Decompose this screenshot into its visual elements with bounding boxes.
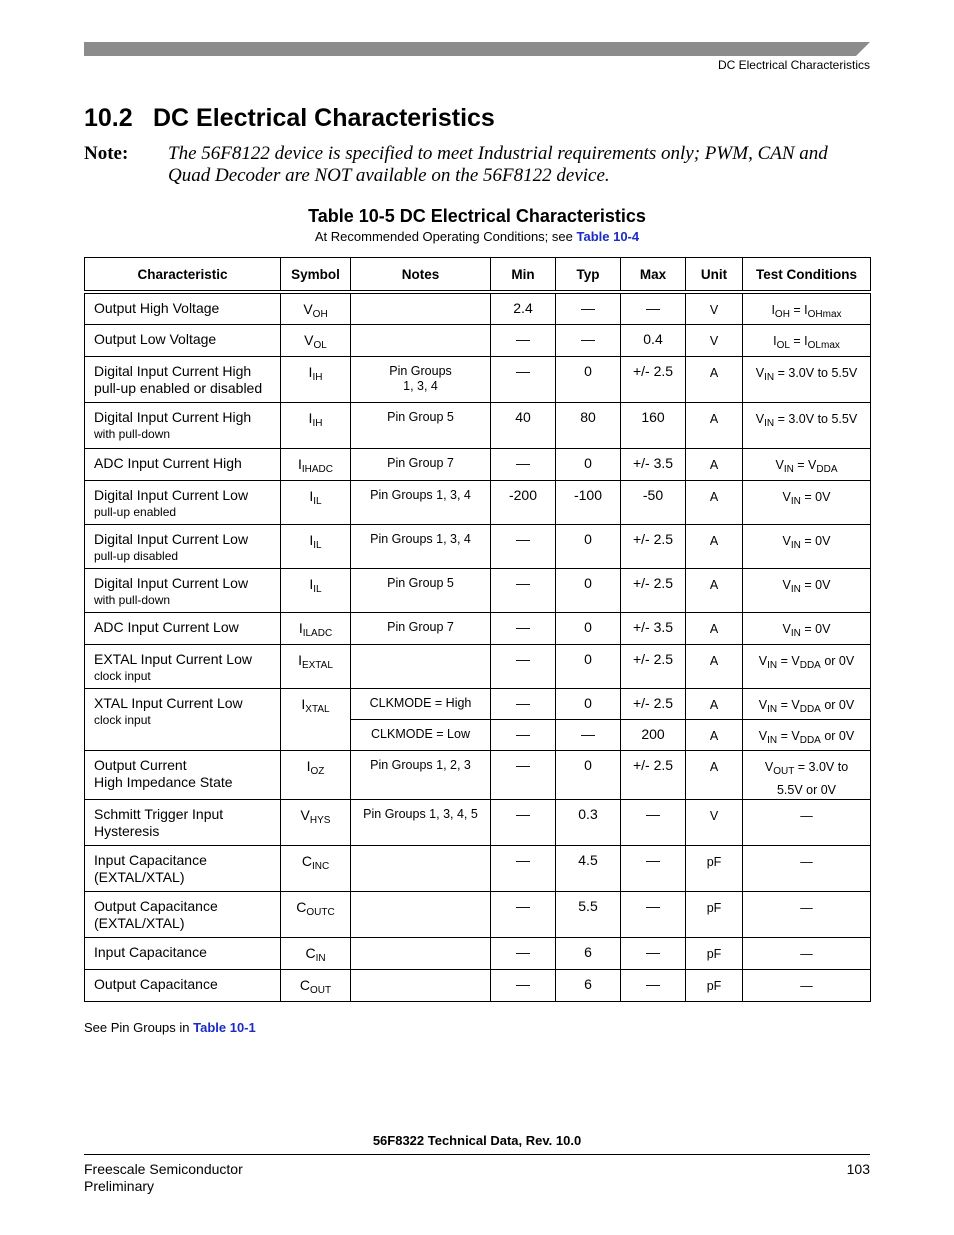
unit-cell: A xyxy=(686,613,743,645)
test-conditions-cell: $V_{IN} = 3.0V$ to 5.5V xyxy=(743,357,871,403)
column-header: Notes xyxy=(351,258,491,293)
typ-cell: 0 xyxy=(556,645,621,689)
test-conditions-cell: $I_{OL} = I_{OLmax}$ xyxy=(743,325,871,357)
unit-cell: A xyxy=(686,525,743,569)
symbol-cell: $C_{OUTC}$ xyxy=(281,892,351,938)
company-name: Freescale Semiconductor xyxy=(84,1161,243,1177)
table-row xyxy=(85,689,871,720)
notes-cell xyxy=(351,938,491,970)
typ-cell: 4.5 xyxy=(556,846,621,892)
symbol-cell: $I_{IL}$ xyxy=(281,569,351,613)
table-row xyxy=(85,613,871,645)
typ-cell: 0 xyxy=(556,689,621,720)
dc-characteristics-table xyxy=(84,257,871,1002)
characteristic-cell: Digital Input Current Low with pull-down xyxy=(85,569,281,613)
unit-cell: A xyxy=(686,569,743,613)
unit-cell: pF xyxy=(686,892,743,938)
table-row xyxy=(85,449,871,481)
table-subtitle-text: At Recommended Operating Conditions; see xyxy=(314,229,577,244)
table-row xyxy=(85,892,871,938)
min-cell: — xyxy=(491,613,556,645)
notes-cell: Pin Groups 1, 3, 4, 5 xyxy=(351,800,491,846)
footnote-text: See Pin Groups in xyxy=(84,1020,194,1035)
min-cell: — xyxy=(491,846,556,892)
unit-cell: V xyxy=(686,800,743,846)
column-header: Max xyxy=(621,258,686,293)
min-cell: — xyxy=(491,357,556,403)
test-conditions-cell: $V_{IN} = 3.0V$ to 5.5V xyxy=(743,403,871,449)
max-cell: 160 xyxy=(621,403,686,449)
test-conditions-cell: $V_{IN} = V_{DDA}$ xyxy=(743,449,871,481)
test-conditions-cell: — xyxy=(743,938,871,970)
notes-cell: Pin Group 5 xyxy=(351,569,491,613)
section-title: DC Electrical Characteristics xyxy=(153,104,495,132)
table-row xyxy=(85,970,871,1002)
typ-cell: 5.5 xyxy=(556,892,621,938)
max-cell: — xyxy=(621,800,686,846)
table-body xyxy=(85,292,871,1002)
table-header-row xyxy=(85,258,871,293)
min-cell: — xyxy=(491,525,556,569)
min-cell: — xyxy=(491,938,556,970)
min-cell: — xyxy=(491,689,556,720)
min-cell: 40 xyxy=(491,403,556,449)
max-cell: — xyxy=(621,292,686,325)
max-cell: +/- 2.5 xyxy=(621,525,686,569)
document-title: 56F8322 Technical Data, Rev. 10.0 xyxy=(372,1133,582,1148)
section-heading xyxy=(84,104,495,133)
unit-cell: pF xyxy=(686,970,743,1002)
unit-cell: A xyxy=(686,357,743,403)
test-conditions-cell: — xyxy=(743,846,871,892)
table-10-4-link[interactable]: Table 10-4 xyxy=(576,229,640,244)
symbol-cell: $C_{OUT}$ xyxy=(281,970,351,1002)
unit-cell: A xyxy=(686,403,743,449)
max-cell: +/- 2.5 xyxy=(621,645,686,689)
notes-cell: CLKMODE = High xyxy=(351,689,491,720)
unit-cell: V xyxy=(686,325,743,357)
notes-cell: CLKMODE = Low xyxy=(351,720,491,751)
characteristic-cell: Digital Input Current Low pull-up enabled xyxy=(85,481,281,525)
typ-cell: -100 xyxy=(556,481,621,525)
min-cell: -200 xyxy=(491,481,556,525)
notes-cell: Pin Groups 1, 2, 3 xyxy=(351,751,491,800)
test-conditions-cell: $V_{IN} = V_{DDA}$ or 0V xyxy=(743,720,871,751)
note-text: The 56F8122 device is specified to meet Industrial requirements only; PWM, CAN and Quad Decoder are NOT available on the 56F8122 device. xyxy=(168,143,828,186)
symbol-cell: $I_{IH}$ xyxy=(281,357,351,403)
characteristic-cell: Digital Input Current Low pull-up disabled xyxy=(85,525,281,569)
symbol-cell: $I_{OZ}$ xyxy=(281,751,351,800)
max-cell: 200 xyxy=(621,720,686,751)
unit-cell: pF xyxy=(686,846,743,892)
notes-cell xyxy=(351,970,491,1002)
min-cell: — xyxy=(491,569,556,613)
table-row xyxy=(85,938,871,970)
notes-cell: Pin Groups 1, 3, 4 xyxy=(351,357,491,403)
table-subtitle xyxy=(84,229,870,244)
characteristic-cell: XTAL Input Current Low clock input xyxy=(85,689,281,751)
max-cell: +/- 3.5 xyxy=(621,449,686,481)
max-cell: +/- 2.5 xyxy=(621,751,686,800)
characteristic-cell: Output Current High Impedance State xyxy=(85,751,281,800)
document-status: Preliminary xyxy=(84,1178,155,1194)
notes-cell: Pin Group 7 xyxy=(351,613,491,645)
max-cell: — xyxy=(621,938,686,970)
symbol-cell: $C_{INC}$ xyxy=(281,846,351,892)
characteristic-cell: Input Capacitance (EXTAL/XTAL) xyxy=(85,846,281,892)
characteristic-cell: Output Low Voltage xyxy=(85,325,281,357)
characteristic-cell: Output High Voltage xyxy=(85,292,281,325)
typ-cell: 0.3 xyxy=(556,800,621,846)
symbol-cell: $I_{IHADC}$ xyxy=(281,449,351,481)
typ-cell: — xyxy=(556,325,621,357)
notes-cell: Pin Group 7 xyxy=(351,449,491,481)
test-conditions-cell: $V_{IN} = V_{DDA}$ or 0V xyxy=(743,689,871,720)
symbol-cell: $I_{ILADC}$ xyxy=(281,613,351,645)
min-cell: — xyxy=(491,720,556,751)
test-conditions-cell: — xyxy=(743,800,871,846)
min-cell: — xyxy=(491,751,556,800)
typ-cell: 0 xyxy=(556,525,621,569)
characteristic-cell: Digital Input Current High pull-up enabled or disabled xyxy=(85,357,281,403)
symbol-cell: $I_{IL}$ xyxy=(281,525,351,569)
typ-cell: 0 xyxy=(556,357,621,403)
min-cell: — xyxy=(491,449,556,481)
table-row xyxy=(85,292,871,325)
column-header: Characteristic xyxy=(85,258,281,293)
table-row xyxy=(85,325,871,357)
symbol-cell: $C_{IN}$ xyxy=(281,938,351,970)
min-cell: 2.4 xyxy=(491,292,556,325)
column-header: Min xyxy=(491,258,556,293)
table-row xyxy=(85,645,871,689)
characteristic-cell: Digital Input Current High with pull-down xyxy=(85,403,281,449)
table-row xyxy=(85,357,871,403)
notes-cell xyxy=(351,325,491,357)
column-header: Test Conditions xyxy=(743,258,871,293)
test-conditions-cell: — xyxy=(743,970,871,1002)
test-conditions-cell: $V_{IN} = 0V$ xyxy=(743,613,871,645)
table-row xyxy=(85,800,871,846)
unit-cell: A xyxy=(686,481,743,525)
typ-cell: 6 xyxy=(556,970,621,1002)
symbol-cell: $V_{OL}$ xyxy=(281,325,351,357)
test-conditions-cell: $V_{IN} = 0V$ xyxy=(743,525,871,569)
footer-divider xyxy=(84,1154,870,1155)
table-row xyxy=(85,403,871,449)
max-cell: — xyxy=(621,970,686,1002)
column-header: Symbol xyxy=(281,258,351,293)
typ-cell: — xyxy=(556,720,621,751)
test-conditions-cell: $V_{IN} = 0V$ xyxy=(743,569,871,613)
typ-cell: 0 xyxy=(556,613,621,645)
table-row xyxy=(85,751,871,800)
table-row xyxy=(85,525,871,569)
max-cell: +/- 3.5 xyxy=(621,613,686,645)
typ-cell: 0 xyxy=(556,449,621,481)
column-header: Typ xyxy=(556,258,621,293)
column-header: Unit xyxy=(686,258,743,293)
note-label: Note: xyxy=(84,143,129,164)
characteristic-cell: ADC Input Current Low xyxy=(85,613,281,645)
footer-left xyxy=(84,1161,243,1195)
min-cell: — xyxy=(491,800,556,846)
typ-cell: 0 xyxy=(556,751,621,800)
max-cell: +/- 2.5 xyxy=(621,357,686,403)
test-conditions-cell: $V_{IN} = 0V$ xyxy=(743,481,871,525)
table-row xyxy=(85,846,871,892)
table-title: Table 10-5 DC Electrical Characteristics xyxy=(308,206,646,226)
unit-cell: A xyxy=(686,751,743,800)
unit-cell: pF xyxy=(686,938,743,970)
test-conditions-cell: — xyxy=(743,892,871,938)
unit-cell: A xyxy=(686,689,743,720)
typ-cell: 80 xyxy=(556,403,621,449)
max-cell: — xyxy=(621,846,686,892)
test-conditions-cell: $V_{OUT} = 3.0V$ to 5.5V or 0V xyxy=(743,751,871,800)
max-cell: +/- 2.5 xyxy=(621,569,686,613)
unit-cell: V xyxy=(686,292,743,325)
characteristic-cell: Output Capacitance xyxy=(85,970,281,1002)
page-number: 103 xyxy=(846,1161,870,1177)
characteristic-cell: ADC Input Current High xyxy=(85,449,281,481)
notes-cell: Pin Group 5 xyxy=(351,403,491,449)
min-cell: — xyxy=(491,970,556,1002)
max-cell: — xyxy=(621,892,686,938)
notes-cell: Pin Groups 1, 3, 4 xyxy=(351,525,491,569)
min-cell: — xyxy=(491,645,556,689)
notes-cell xyxy=(351,292,491,325)
header-banner xyxy=(84,42,870,56)
running-header: DC Electrical Characteristics xyxy=(717,58,870,72)
typ-cell: 6 xyxy=(556,938,621,970)
characteristic-cell: Output Capacitance (EXTAL/XTAL) xyxy=(85,892,281,938)
unit-cell: A xyxy=(686,645,743,689)
min-cell: — xyxy=(491,325,556,357)
typ-cell: 0 xyxy=(556,569,621,613)
characteristic-cell: EXTAL Input Current Low clock input xyxy=(85,645,281,689)
table-10-1-link[interactable]: Table 10-1 xyxy=(193,1020,256,1035)
unit-cell: A xyxy=(686,720,743,751)
footnote xyxy=(84,1020,256,1035)
max-cell: +/- 2.5 xyxy=(621,689,686,720)
min-cell: — xyxy=(491,892,556,938)
symbol-cell: $I_{IH}$ xyxy=(281,403,351,449)
table-row xyxy=(85,569,871,613)
table-row xyxy=(85,481,871,525)
test-conditions-cell: $I_{OH} = I_{OHmax}$ xyxy=(743,292,871,325)
section-number: 10.2 xyxy=(84,104,133,132)
notes-cell xyxy=(351,645,491,689)
notes-cell xyxy=(351,846,491,892)
max-cell: 0.4 xyxy=(621,325,686,357)
characteristic-cell: Schmitt Trigger Input Hysteresis xyxy=(85,800,281,846)
symbol-cell: $V_{HYS}$ xyxy=(281,800,351,846)
typ-cell: — xyxy=(556,292,621,325)
symbol-cell: $I_{XTAL}$ xyxy=(281,689,351,751)
symbol-cell: $I_{EXTAL}$ xyxy=(281,645,351,689)
characteristic-cell: Input Capacitance xyxy=(85,938,281,970)
test-conditions-cell: $V_{IN} = V_{DDA}$ or 0V xyxy=(743,645,871,689)
notes-cell xyxy=(351,892,491,938)
notes-cell: Pin Groups 1, 3, 4 xyxy=(351,481,491,525)
symbol-cell: $V_{OH}$ xyxy=(281,292,351,325)
symbol-cell: $I_{IL}$ xyxy=(281,481,351,525)
max-cell: -50 xyxy=(621,481,686,525)
unit-cell: A xyxy=(686,449,743,481)
